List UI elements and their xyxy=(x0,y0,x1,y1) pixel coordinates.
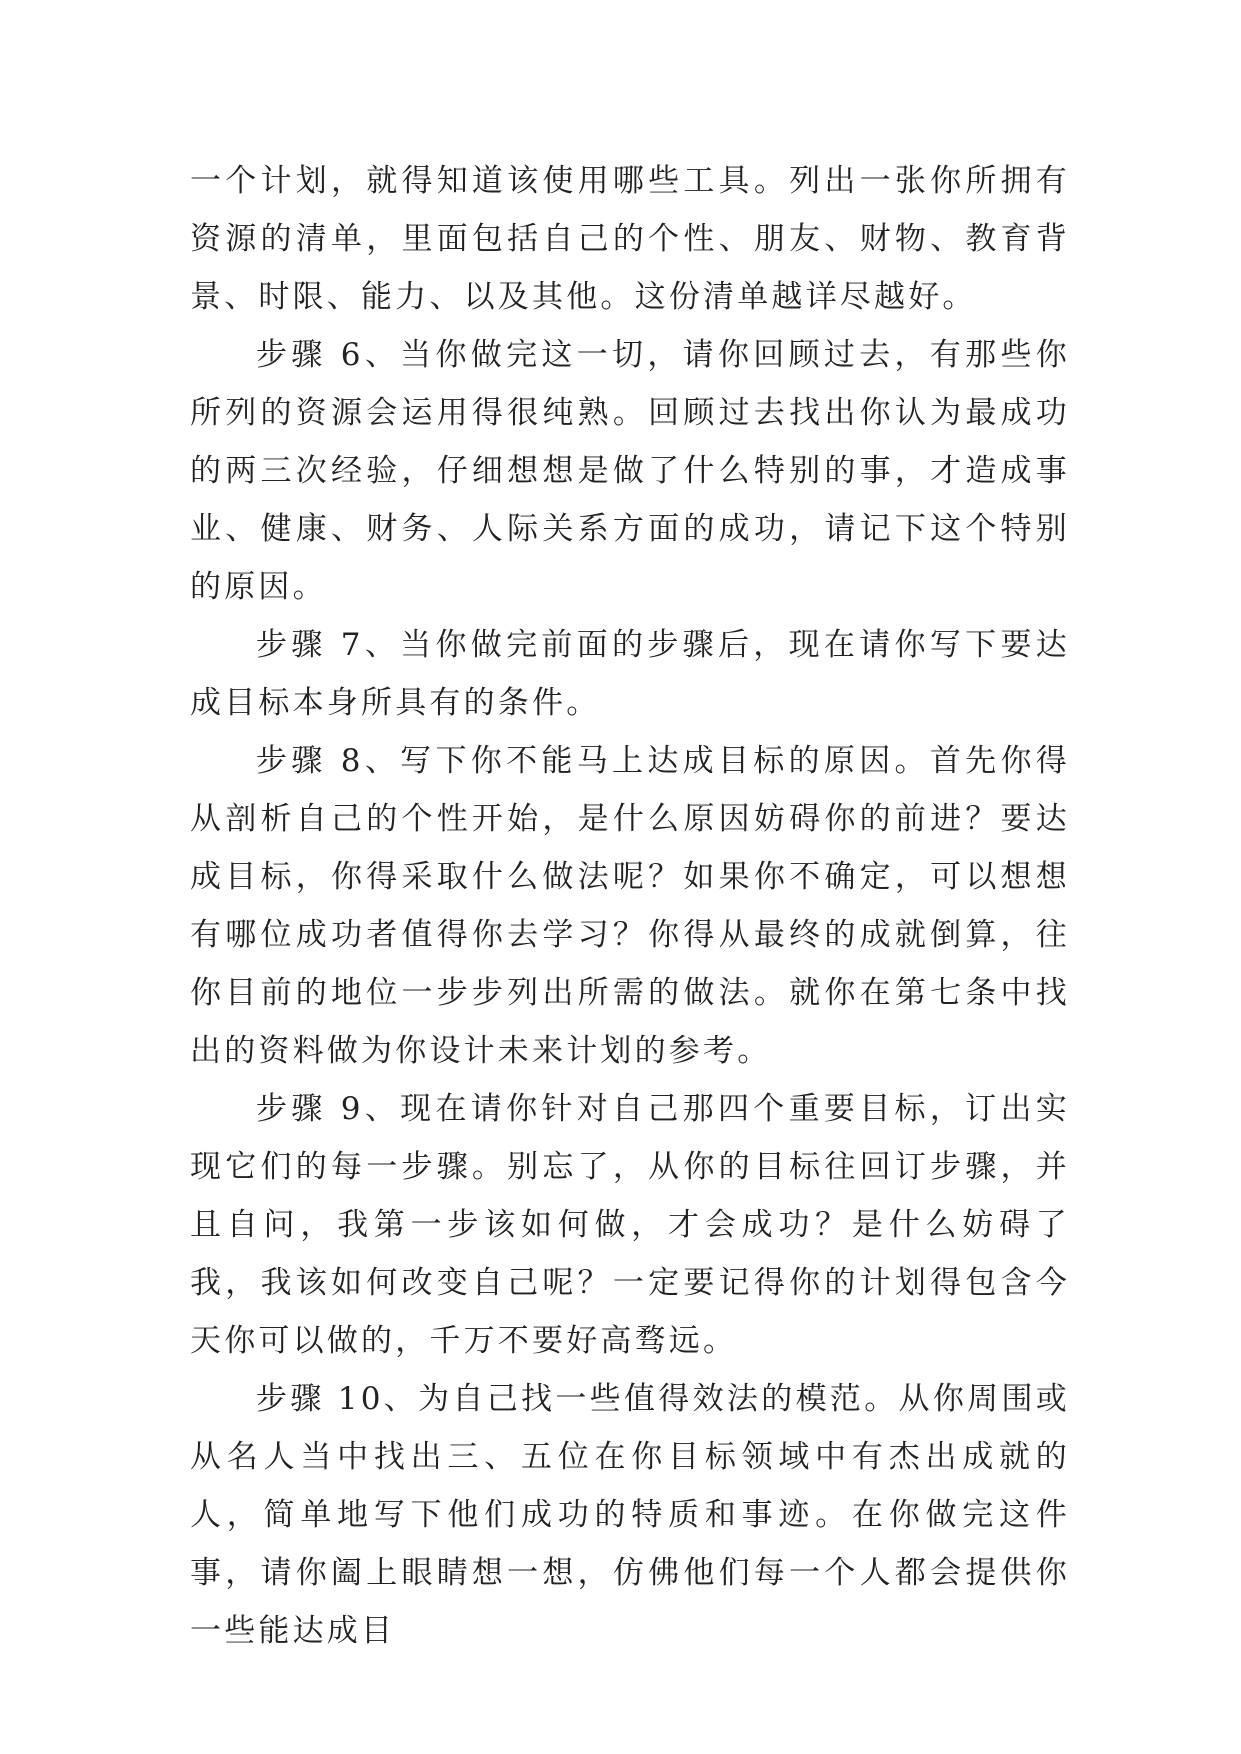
paragraph-step-7: 步骤 7、当你做完前面的步骤后，现在请你写下要达成目标本身所具有的条件。 xyxy=(190,627,1070,721)
body-text xyxy=(190,152,1070,1660)
paragraph-resources-list: 一个计划，就得知道该使用哪些工具。列出一张你所拥有资源的清单，里面包括自己的个性、朋友、财物、教育背景、时限、能力、以及其他。这份清单越详尽越好。 xyxy=(190,163,1070,315)
paragraph-step-9: 步骤 9、现在请你针对自己那四个重要目标，订出实现它们的每一步骤。别忘了，从你的目标往回订步骤，并且自问，我第一步该如何做，才会成功？是什么妨碍了我，我该如何改变自己呢？一定要记得你的计划得包含今天你可以做的，千万不要好高骛远。 xyxy=(190,1091,1070,1359)
paragraph-step-10: 步骤 10、为自己找一些值得效法的模范。从你周围或从名人当中找出三、五位在你目标领域中有杰出成就的人，简单地写下他们成功的特质和事迹。在你做完这件事，请你阖上眼睛想一想，仿佛他们每一个人都会提供你一些能达成目 xyxy=(190,1381,1070,1649)
paragraph-step-6: 步骤 6、当你做完这一切，请你回顾过去，有那些你所列的资源会运用得很纯熟。回顾过去找出你认为最成功的两三次经验，仔细想想是做了什么特别的事，才造成事业、健康、财务、人际关系方面的成功，请记下这个特别的原因。 xyxy=(190,337,1070,605)
paragraph-step-8: 步骤 8、写下你不能马上达成目标的原因。首先你得从剖析自己的个性开始，是什么原因妨碍你的前进？要达成目标，你得采取什么做法呢？如果你不确定，可以想想有哪位成功者值得你去学习？你得从最终的成就倒算，往你目前的地位一步步列出所需的做法。就你在第七条中找出的资料做为你设计未来计划的参考。 xyxy=(190,743,1070,1069)
